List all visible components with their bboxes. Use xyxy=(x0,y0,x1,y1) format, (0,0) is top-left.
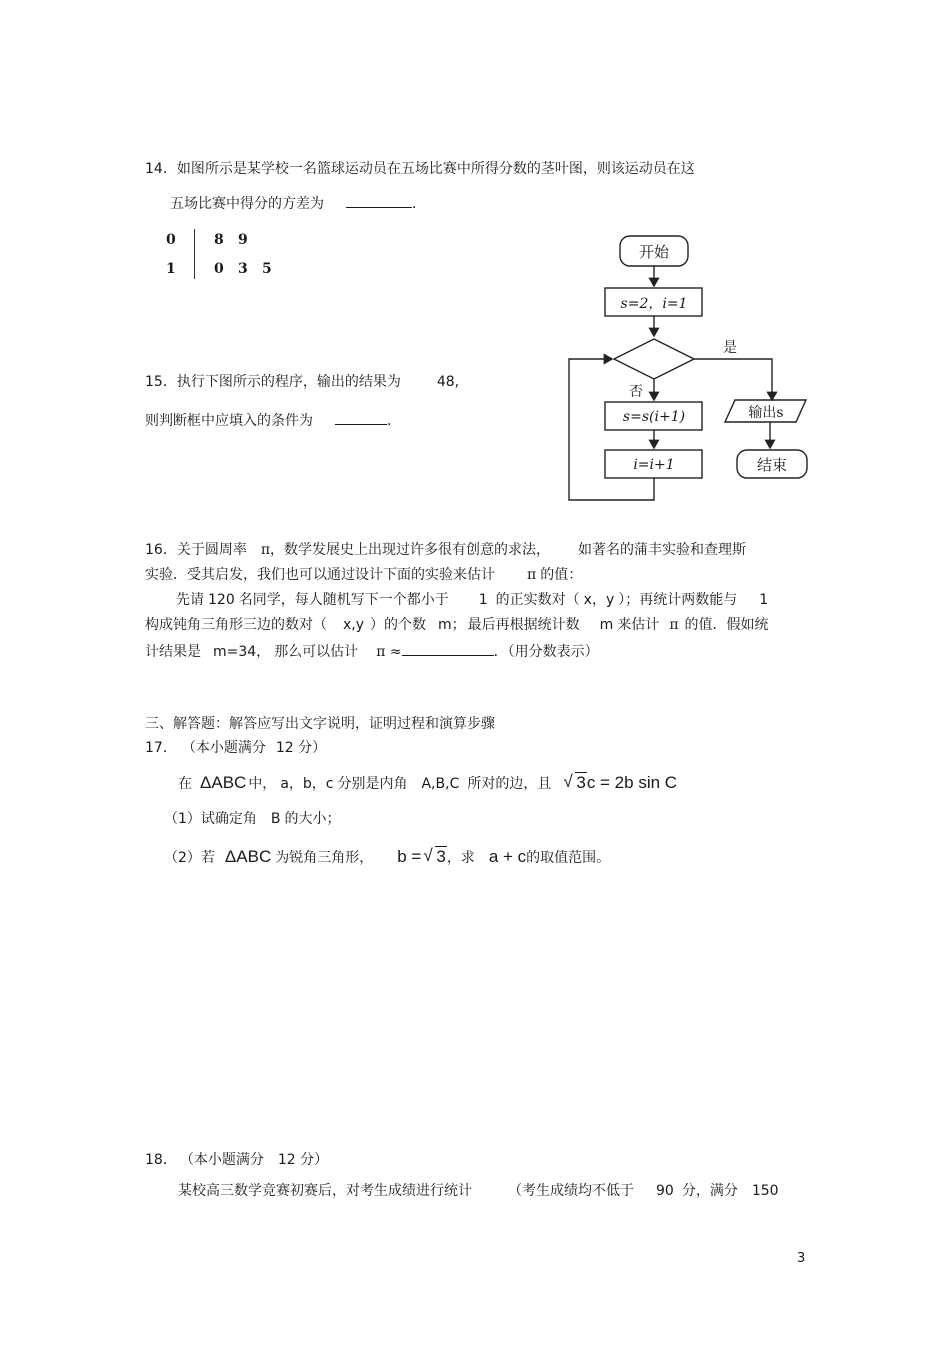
leaf: 8 xyxy=(214,232,224,248)
flow-start-label: 开始 xyxy=(638,243,670,261)
answer-blank xyxy=(335,410,387,425)
q16-line4: 构成钝角三角形三边的数对（ x,y ）的个数 m； 最后再根据统计数 m 来估计 π 的值．假如统 xyxy=(145,617,769,633)
q17-equation: √ 3c = 2b sin C xyxy=(565,773,677,792)
flow-no-label: 否 xyxy=(629,384,643,400)
q17-part1: （1）试确定角 B 的大小； xyxy=(164,811,341,827)
flow-end-label: 结束 xyxy=(756,456,788,474)
leaf: 0 xyxy=(214,261,224,277)
q15-line1: 15．执行下图所示的程序，输出的结果为 48, xyxy=(145,374,460,390)
stem-divider xyxy=(194,229,195,279)
flow-decision-diamond xyxy=(614,339,694,379)
flow-yes-label: 是 xyxy=(723,340,737,356)
flow-init-label: s=2，i=1 xyxy=(620,296,688,312)
q16-line2: 实验．受其启发，我们也可以通过设计下面的实验来估计 π 的值： xyxy=(145,567,583,583)
q17-part2: （2）若 ΔABC 为锐角三角形， b =√ 3，求 a + c的取值范围。 xyxy=(164,848,610,867)
q17-header: 17． （本小题满分 12 分） xyxy=(145,740,327,756)
section-heading: 三、解答题：解答应写出文字说明，证明过程和演算步骤 xyxy=(145,716,495,732)
flow-update-i-label: i=i+1 xyxy=(633,457,675,473)
q18-header: 18． （本小题满分 12 分） xyxy=(145,1152,329,1168)
leaf: 9 xyxy=(238,232,248,248)
q16-line1: 16．关于圆周率 π，数学发展史上出现过许多很有创意的求法， 如著名的蒲丰实验和查理斯 xyxy=(145,542,747,558)
flow-update-s-label: s=s(i+1) xyxy=(622,409,686,425)
flowchart xyxy=(560,228,820,508)
leaf: 3 xyxy=(238,261,248,277)
leaf: 5 xyxy=(262,261,272,277)
q16-line5: 计结果是 m=34， 那么可以估计 π ≈ ．（用分数表示） xyxy=(145,641,599,661)
q18-line1: 某校高三数学竞赛初赛后，对考生成绩进行统计 （考生成绩均不低于 90 分，满分 150 xyxy=(178,1183,779,1199)
q17-statement: 在 ΔABC 中， a，b，c 分别是内角 A,B,C 所对的边，且√ 3c = 2b sin C xyxy=(178,774,677,793)
q14-line2: 五场比赛中得分的方差为 ． xyxy=(170,193,426,213)
q15-line2: 则判断框中应填入的条件为 ． xyxy=(145,410,401,430)
stem: 1 xyxy=(166,261,176,277)
q14-line1: 14．如图所示是某学校一名篮球运动员在五场比赛中所得分数的茎叶图，则该运动员在这 xyxy=(145,161,695,177)
flow-output-label: 输出s xyxy=(748,405,784,421)
answer-blank xyxy=(402,641,494,656)
page-number: 3 xyxy=(797,1251,806,1266)
stem: 0 xyxy=(166,232,176,248)
answer-blank xyxy=(346,193,412,208)
q16-line3: 先请 120 名同学，每人随机写下一个都小于 1 的正实数对（ x，y ）；再统计两数能与 1 xyxy=(176,592,769,608)
